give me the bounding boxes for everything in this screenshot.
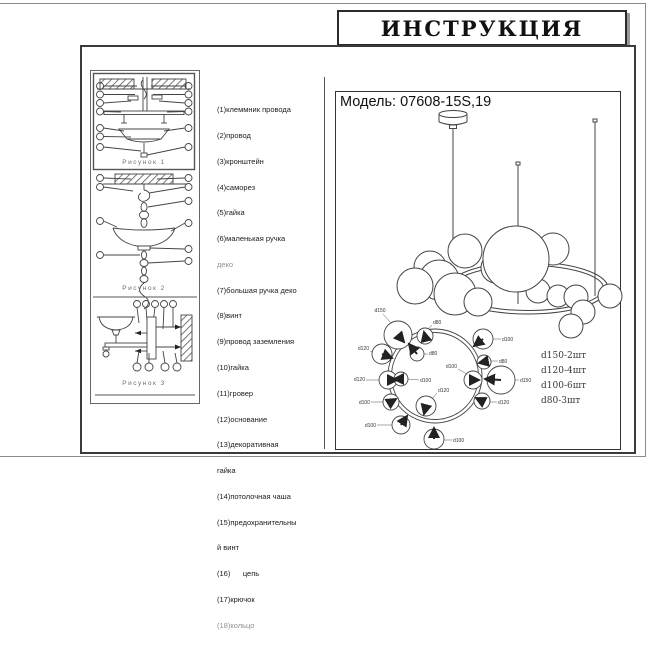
diameter-label: d100 (445, 364, 457, 370)
figure2-caption: Рисунок 2 (122, 285, 166, 292)
legend-line: d80-3шт (541, 396, 581, 406)
diameter-label: d100 (364, 423, 376, 429)
part-line: (16) цепь (217, 569, 260, 579)
part-line: (8)винт (217, 311, 242, 321)
part-line: гайка (217, 466, 236, 476)
part-line: (12)основание (217, 414, 268, 424)
part-line: (17)крючок (217, 595, 255, 605)
legend-line: d120-4шт (541, 366, 587, 376)
diameter-label: d120 (438, 388, 450, 394)
part-line: (4)саморез (217, 182, 256, 192)
diameter-label: d80 (433, 320, 442, 326)
glass-globes (397, 226, 622, 338)
part-line: (1)клеммник провода (217, 105, 291, 115)
model-label: Модель: 07608-15S,19 (340, 94, 492, 110)
diameter-label: d100 (453, 438, 465, 444)
vertical-divider (324, 77, 325, 449)
diameter-label: d150 (520, 378, 532, 384)
chandelier-illustration (336, 92, 620, 446)
page-title: ИНСТРУКЦИЯ (380, 15, 584, 41)
diameter-label: d100 (502, 337, 514, 343)
figure1-caption: Рисунок 1 (122, 159, 166, 166)
legend-line: d150-2шт (541, 351, 587, 361)
part-line: (9)провод заземления (217, 337, 295, 347)
globe-quantity-legend (541, 351, 586, 406)
figure1-diagram (94, 74, 195, 170)
part-line: (15)предохранительны (217, 517, 297, 527)
top-view-globes (372, 321, 515, 449)
main-panel (80, 45, 636, 630)
assembly-figures-illustration (91, 71, 199, 403)
figures-panel (90, 70, 200, 404)
figure3-diagram (95, 301, 195, 396)
figure3-caption: Рисунок 3 (122, 380, 166, 387)
part-line: (2)провод (217, 130, 251, 140)
part-line: (18)кольцо (217, 620, 255, 630)
part-line: (10)гайка (217, 363, 249, 372)
figure2-callouts-right (148, 175, 192, 265)
part-line: деко (217, 259, 234, 269)
figure2-callouts-left (97, 175, 141, 259)
part-line: (3)кронштейн (217, 156, 264, 166)
figure2-diagram (93, 174, 197, 309)
diameter-label: d100 (420, 378, 432, 384)
part-line: (13)декоративная (217, 440, 279, 450)
parts-list (217, 89, 323, 648)
part-line: (5)гайка (217, 208, 245, 218)
part-line: й винт (217, 543, 240, 553)
diameter-label: d120 (357, 346, 369, 352)
diameter-label: d150 (374, 308, 386, 314)
diameter-label: d80 (499, 359, 508, 365)
part-line: (14)потолочная чаша (217, 491, 291, 501)
chandelier-side-view (397, 111, 622, 339)
part-line: (7)большая ручка деко (217, 285, 297, 295)
part-line: (6)маленькая ручка (217, 234, 286, 244)
figure3-callouts-bottom (133, 351, 181, 371)
model-panel (335, 91, 621, 450)
chandelier-top-view (354, 308, 531, 449)
diameter-label: d80 (429, 351, 438, 357)
diameter-label: d120 (353, 377, 365, 383)
legend-line: d100-6шт (541, 381, 587, 391)
part-line: (11)гровер (217, 388, 254, 398)
instruction-title-box (337, 10, 627, 46)
figure1-callouts-right (147, 83, 192, 156)
diameter-label: d100 (358, 400, 370, 406)
diameter-label: d120 (498, 400, 510, 406)
